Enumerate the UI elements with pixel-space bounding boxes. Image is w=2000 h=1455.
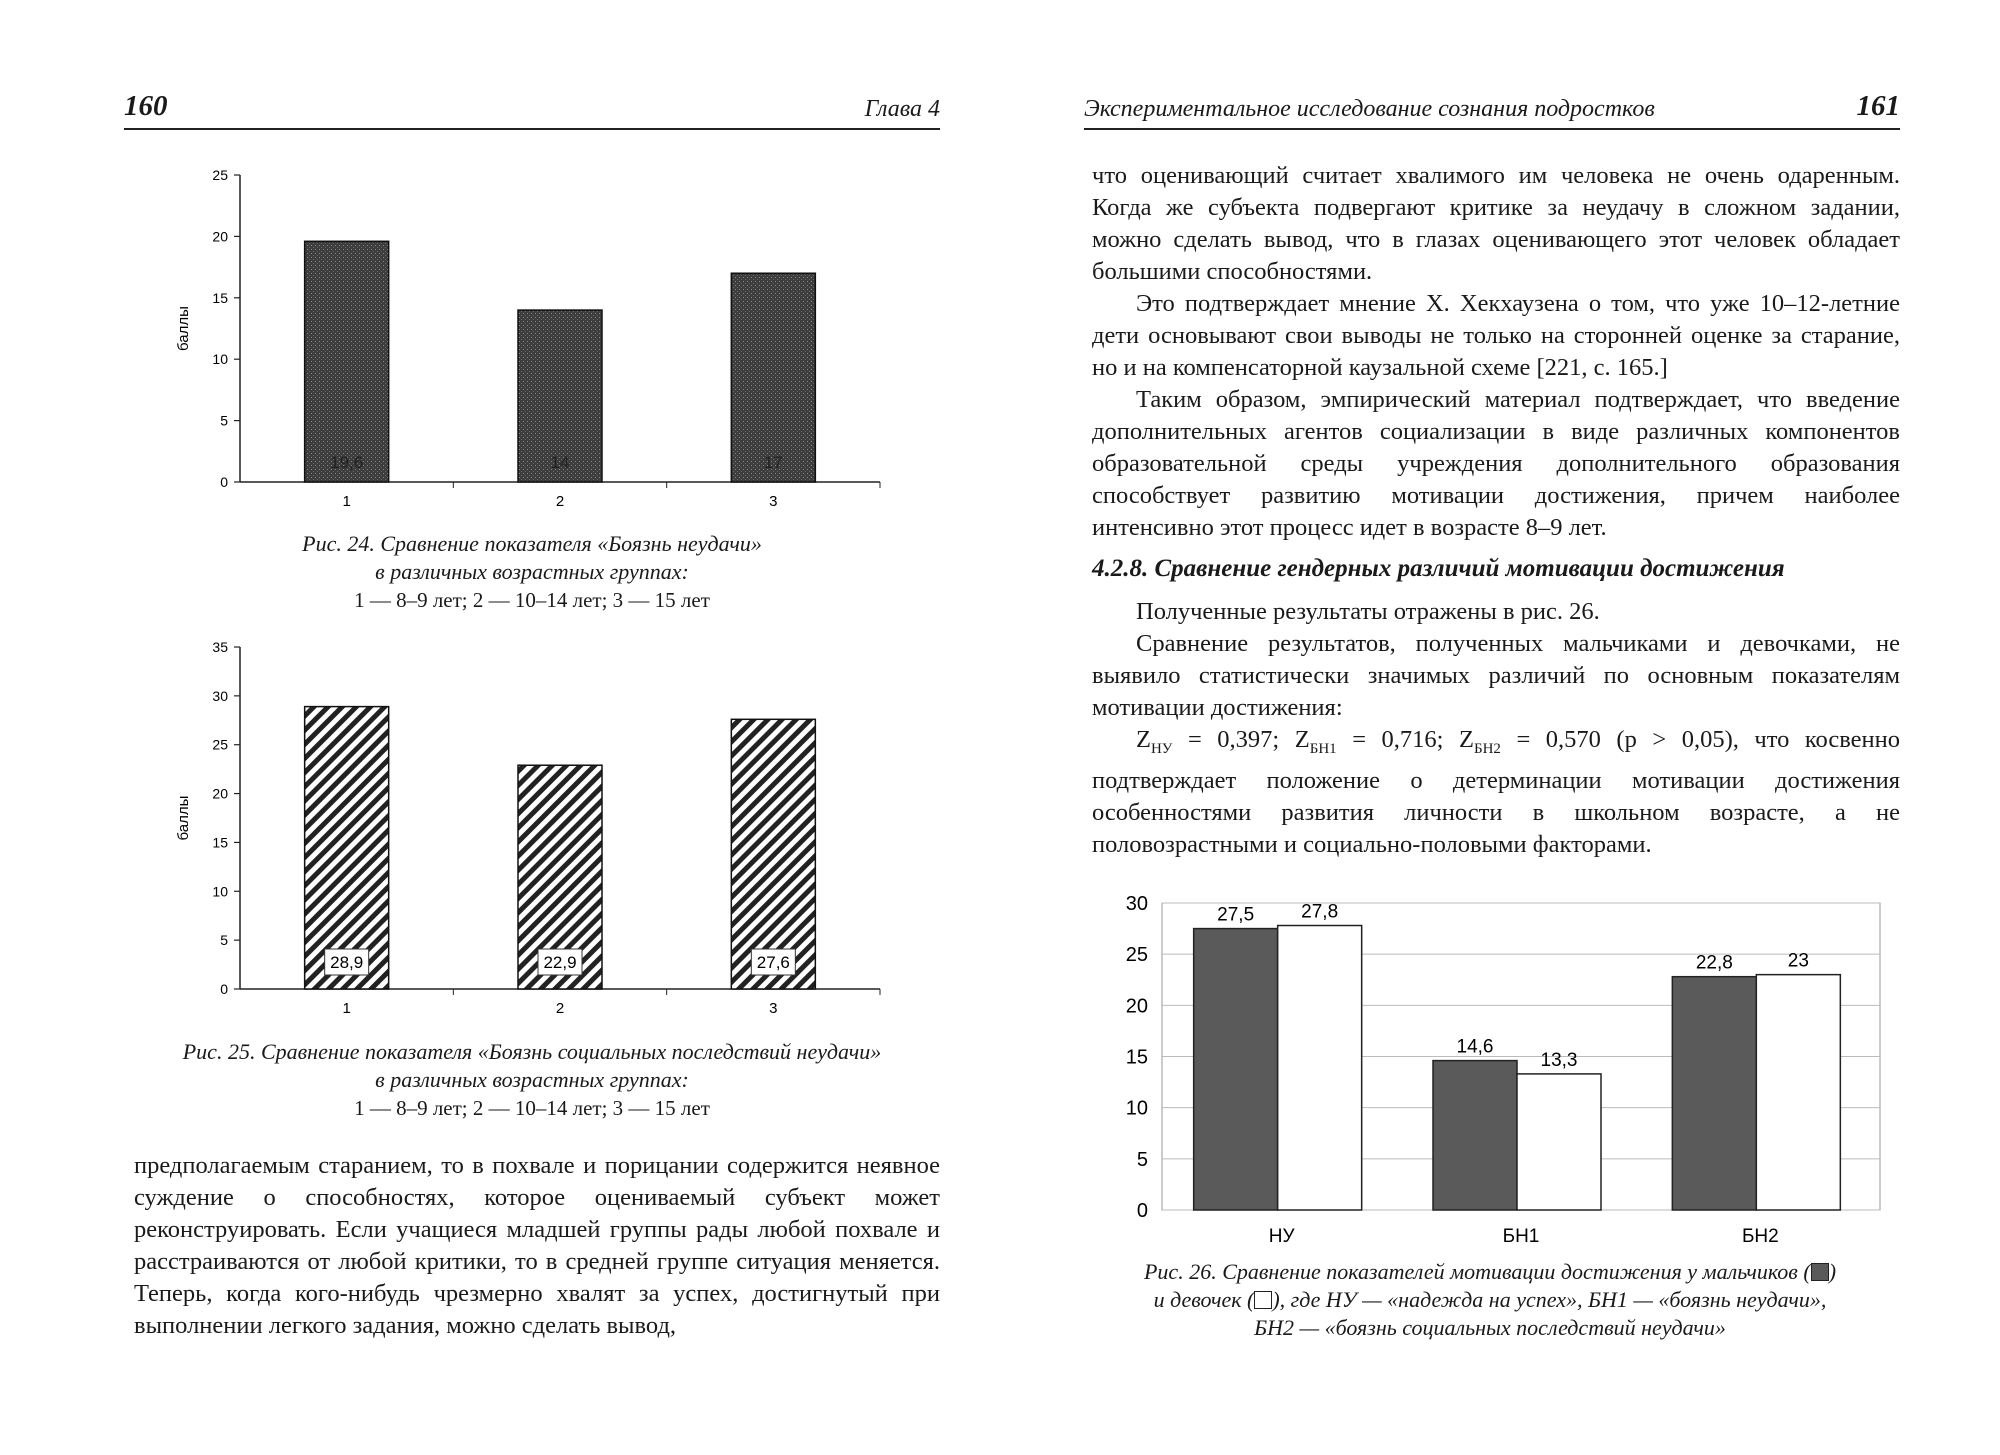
chart-fig26 [1100,885,1900,1250]
x-tick-label: 2 [555,493,565,510]
page-number: 161 [1856,90,1900,122]
bar-девочки [1278,926,1362,1210]
right-page [1000,0,2000,1455]
y-axis-label: баллы [175,795,192,841]
x-tick-label: 2 [555,1000,565,1017]
data-label: 22,8 [1695,952,1733,974]
data-label: 22,9 [543,953,577,972]
data-label: 14,6 [1456,1036,1494,1058]
paragraph-4: Полученные результаты отражены в рис. 26. [1136,598,1600,625]
x-tick-label: 3 [769,1000,778,1017]
x-tick-label: НУ [1268,1226,1295,1247]
chart-fig25 [170,635,900,1030]
bar-девочки [1756,975,1840,1210]
data-label: 27,5 [1217,904,1255,926]
bar-мальчики [1672,977,1756,1210]
x-tick-label: 3 [769,493,778,510]
y-tick-label: 10 [1125,1097,1148,1120]
data-label: 17 [763,453,783,472]
paragraph-2: Это подтверждает мнение Х. Хекхаузена о том, что уже 10–12-летние дети основывают свои выводы не только на сторонней оценке за старание, но и на компенсаторной каузальной схеме [221, с. 165.] [1092,290,1900,381]
y-tick-label: 5 [1136,1148,1148,1171]
data-label: 13,3 [1540,1049,1578,1071]
figure26-caption-line3: БН2 — «боязнь социальных последствий неудачи» [1254,1315,1726,1340]
data-label: 27,8 [1301,901,1339,923]
figure24-caption-line1: Рис. 24. Сравнение показателя «Боязнь неудачи» [302,531,762,556]
y-tick-label: 35 [212,639,228,655]
section-heading: 4.2.8. Сравнение гендерных различий мотивации достижения [1092,555,1785,582]
right-body-text-bottom [1092,596,1900,861]
y-tick-label: 0 [220,474,228,490]
legend-girls-swatch [1254,1291,1272,1309]
figure26-caption-line1: Рис. 26. Сравнение показателей мотивации достижения у мальчиков ( ) [1143,1259,1837,1284]
figure26-caption-line2: и девочек ( ), где НУ — «надежда на успех», БН1 — «боязнь неудачи», [1153,1287,1827,1312]
bar-мальчики [1433,1061,1517,1210]
figure25-caption-line1: Рис. 25. Сравнение показателя «Боязнь социальных последствий неудачи» [182,1039,882,1064]
figure25-caption [124,1038,940,1122]
data-label: 28,9 [330,953,364,972]
figure24-caption-line3: 1 — 8–9 лет; 2 — 10–14 лет; 3 — 15 лет [354,588,710,612]
y-tick-label: 15 [212,834,228,851]
y-tick-label: 25 [212,167,228,183]
y-tick-label: 25 [1125,944,1148,967]
y-tick-label: 10 [212,351,228,368]
figure24-caption [124,530,940,614]
data-label: 23 [1787,950,1809,972]
y-tick-label: 20 [212,228,228,245]
right-body-text-top [1092,160,1900,544]
y-tick-label: 5 [220,932,228,949]
bar [305,707,389,989]
data-label: 14 [550,453,570,472]
page-number: 160 [124,90,168,122]
figure26-caption [1100,1258,1880,1342]
y-tick-label: 0 [220,981,228,997]
x-tick-label: 1 [342,493,351,510]
bar [731,273,815,482]
x-tick-label: БН1 [1502,1226,1540,1247]
running-title: Экспериментальное исследование сознания подростков [1084,96,1655,122]
x-tick-label: БН2 [1741,1226,1779,1247]
data-label: 27,6 [756,953,790,972]
x-tick-label: 1 [342,1000,351,1017]
y-tick-label: 25 [212,736,228,753]
y-tick-label: 15 [212,289,228,306]
paragraph-5: Сравнение результатов, полученных мальчиками и девочками, не выявило статистически значимых различий по основным показателям мотивации достижения: [1092,630,1900,721]
chapter-title: Глава 4 [864,96,940,122]
y-tick-label: 30 [1125,893,1148,915]
y-tick-label: 0 [1136,1200,1148,1222]
y-axis-label: баллы [175,306,192,351]
paragraph-3: Таким образом, эмпирический материал подтверждает, что введение дополнительных агентов социализации в виде различных компонентов образовательной среды учреждения дополнительного образования способствует развитию мотивации достижения, причем наиболее интенсивно этот процесс идет в возрасте 8–9 лет. [1092,386,1900,541]
y-tick-label: 20 [212,785,228,802]
y-tick-label: 30 [212,687,228,704]
bar [305,241,389,482]
legend-boys-swatch [1811,1263,1829,1281]
figure25-caption-line3: 1 — 8–9 лет; 2 — 10–14 лет; 3 — 15 лет [354,1096,710,1120]
y-tick-label: 15 [1125,1046,1148,1069]
bar-мальчики [1194,929,1278,1210]
left-paragraph: предполагаемым старанием, то в похвале и порицании содержится неявное суждение о способностях, которое оцениваемый субъект может реконструировать. Если учащиеся младшей группы рады любой похвале и расстраиваются от любой критики, то в средней группе ситуация меняется. Теперь, когда кого-нибудь чрезмерно хвалят за успех, достигнутый при выполнении легкого задания, можно сделать вывод, [134,1152,940,1339]
y-tick-label: 20 [1125,995,1148,1018]
paragraph-1: что оценивающий считает хвалимого им человека не очень одаренным. Когда же субъекта подвергают критике за неудачу в сложном задании, можно сделать вывод, что в глазах оценивающего этот человек обладает большими способностями. [1092,162,1900,285]
formula-paragraph: $Z_{НУ} = 0,397$; $Z_{БН1} = 0,716$; $Z_{БН2} = 0,570$ (р > 0,05), что косвенно подтверждает положение о детерминации мотивации достижения особенностями развития личности в школьном возрасте, а не половозрастными и социально-половыми факторами. [1092,726,1901,858]
y-tick-label: 5 [220,412,228,429]
y-tick-label: 10 [212,883,228,900]
bar-девочки [1517,1074,1601,1210]
figure25-caption-line2: в различных возрастных группах: [375,1067,689,1092]
figure24-caption-line2: в различных возрастных группах: [375,559,689,584]
left-body-text [134,1150,940,1342]
right-page-header [1084,88,1900,130]
left-page-header [124,88,940,130]
data-label: 19,6 [330,453,364,472]
chart-fig24 [170,160,900,520]
